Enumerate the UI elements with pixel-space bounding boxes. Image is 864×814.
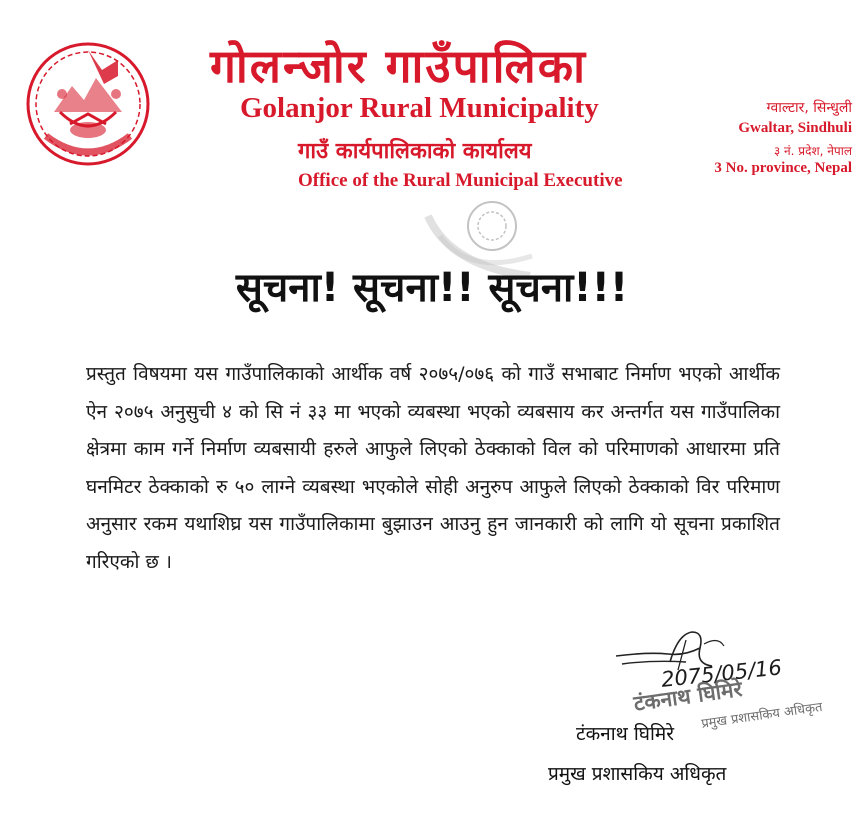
notice-body: प्रस्तुत विषयमा यस गाउँपालिकाको आर्थीक वर्ष २०७५/०७६ को गाउँ सभाबाट निर्माण भएको आर्थीक ऐन २०७५ अनुसुची ४ को सि नं ३३ मा भएको व्यबस्था भएको व्यबसाय कर अन्तर्गत यस गाउँपालिका क्षेत्रमा काम गर्ने निर्माण व्यबसायी हरुले आफुले लिएको ठेक्काको विल को परिमाणको आधारमा प्रति घनमिटर ठेक्काको रु ५० लाग्ने व्यबस्था भएकोले सोही अनुरुप आफुले लिएको ठेक्काको विर परिमाण अनुसार रकम यथाशिघ्र यस गाउँपालिकामा बुझाउन आउनु हुन जानकारी को लागि यो सूचना प्रकाशित गरिएको छ । (86, 363, 780, 573)
municipality-title-english: Golanjor Rural Municipality (240, 92, 599, 124)
signatory-name: टंकनाथ घिमिरे (576, 723, 675, 745)
province-english: 3 No. province, Nepal (714, 160, 852, 176)
office-title-nepali: गाउँ कार्यपालिकाको कार्यालय (298, 139, 532, 164)
signatory-title: प्रमुख प्रशासकिय अधिकृत (548, 763, 727, 785)
stamp-title: प्रमुख प्रशासकिय अधिकृत (700, 699, 824, 732)
signature-date: 2075/05/16 (660, 655, 783, 692)
address-english: Gwaltar, Sindhuli (738, 120, 852, 136)
province-nepali: ३ नं. प्रदेश, नेपाल (773, 144, 852, 158)
notice-heading: सूचना! सूचना!! सूचना!!! (235, 265, 629, 311)
address-nepali: ग्वाल्टार, सिन्धुली (766, 100, 852, 116)
nepal-government-seal-icon (24, 40, 152, 168)
stamp-name: टंकनाथ घिमिरे (632, 676, 744, 716)
municipality-title-nepali: गोलन्जोर गाउँपालिका (210, 39, 587, 93)
office-title-english: Office of the Rural Municipal Executive (298, 170, 623, 191)
